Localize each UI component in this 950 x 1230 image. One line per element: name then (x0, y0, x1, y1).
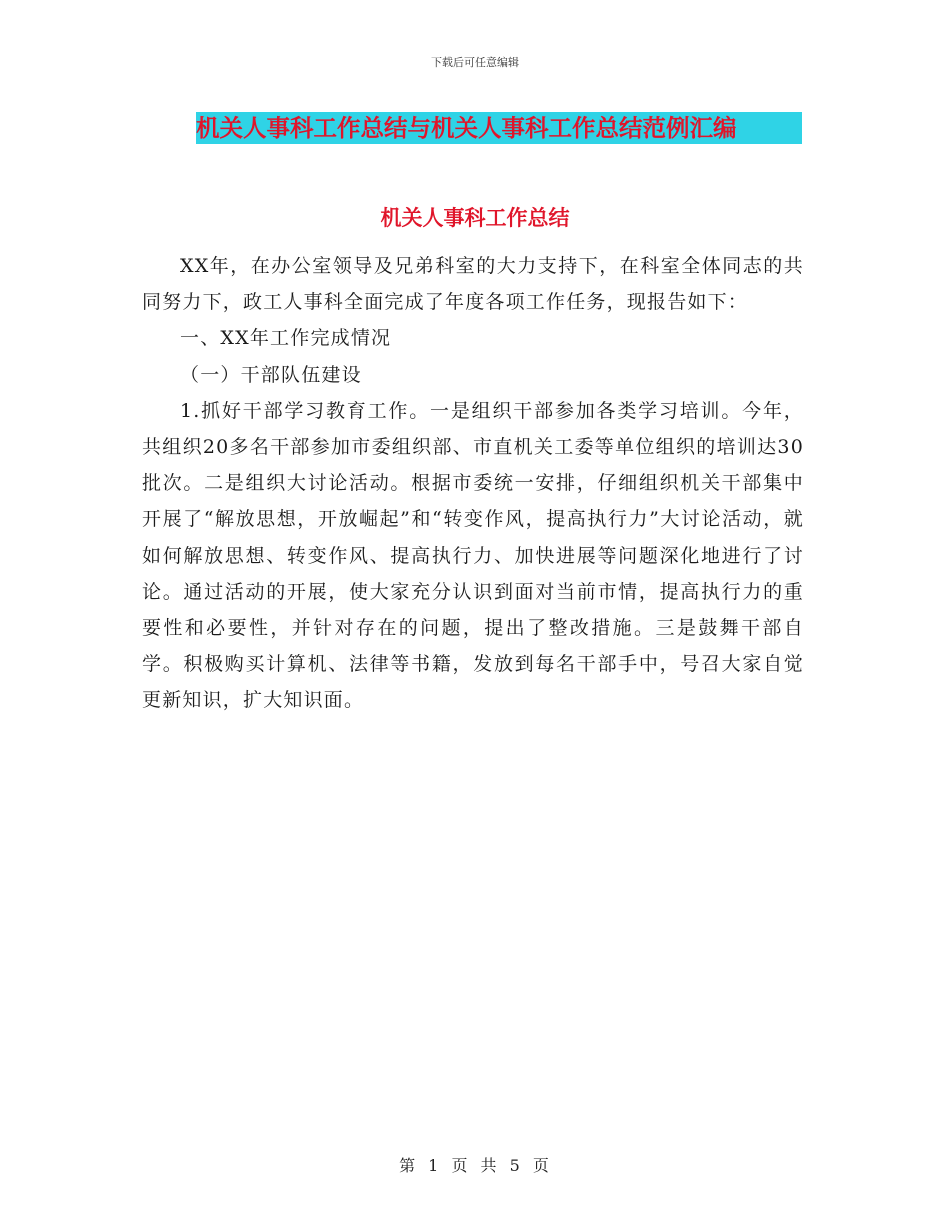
body-text (142, 248, 804, 719)
main-title: 机关人事科工作总结与机关人事科工作总结范例汇编 (196, 114, 737, 142)
section-title: 机关人事科工作总结 (380, 206, 570, 230)
header-note: 下载后可任意编辑 (431, 56, 519, 69)
heading-level-2: （一）干部队伍建设 (180, 363, 362, 386)
intro-paragraph: XX年，在办公室领导及兄弟科室的大力支持下，在科室全体同志的共同努力下，政工人事科全面完成了年度各项工作任务，现报告如下： (142, 255, 804, 314)
page-footer: 第 1 页 共 5 页 (399, 1156, 551, 1175)
main-title-highlight (196, 112, 802, 144)
study-education-paragraph: 1.抓好干部学习教育工作。一是组织干部参加各类学习培训。今年，共组织20多名干部参加市委组织部、市直机关工委等单位组织的培训达30批次。二是组织大讨论活动。根据市委统一安排，仔细组织机关干部集中开展了“解放思想，开放崛起”和“转变作风，提高执行力”大讨论活动，就如何解放思想、转变作风、提高执行力、加快进展等问题深化地进行了讨论。通过活动的开展，使大家充分认识到面对当前市情，提高执行力的重要性和必要性，并针对存在的问题，提出了整改措施。三是鼓舞干部自学。积极购买计算机、法律等书籍，发放到每名干部手中，号召大家自觉更新知识，扩大知识面。 (142, 399, 804, 712)
heading-level-1: 一、XX年工作完成情况 (180, 327, 392, 350)
